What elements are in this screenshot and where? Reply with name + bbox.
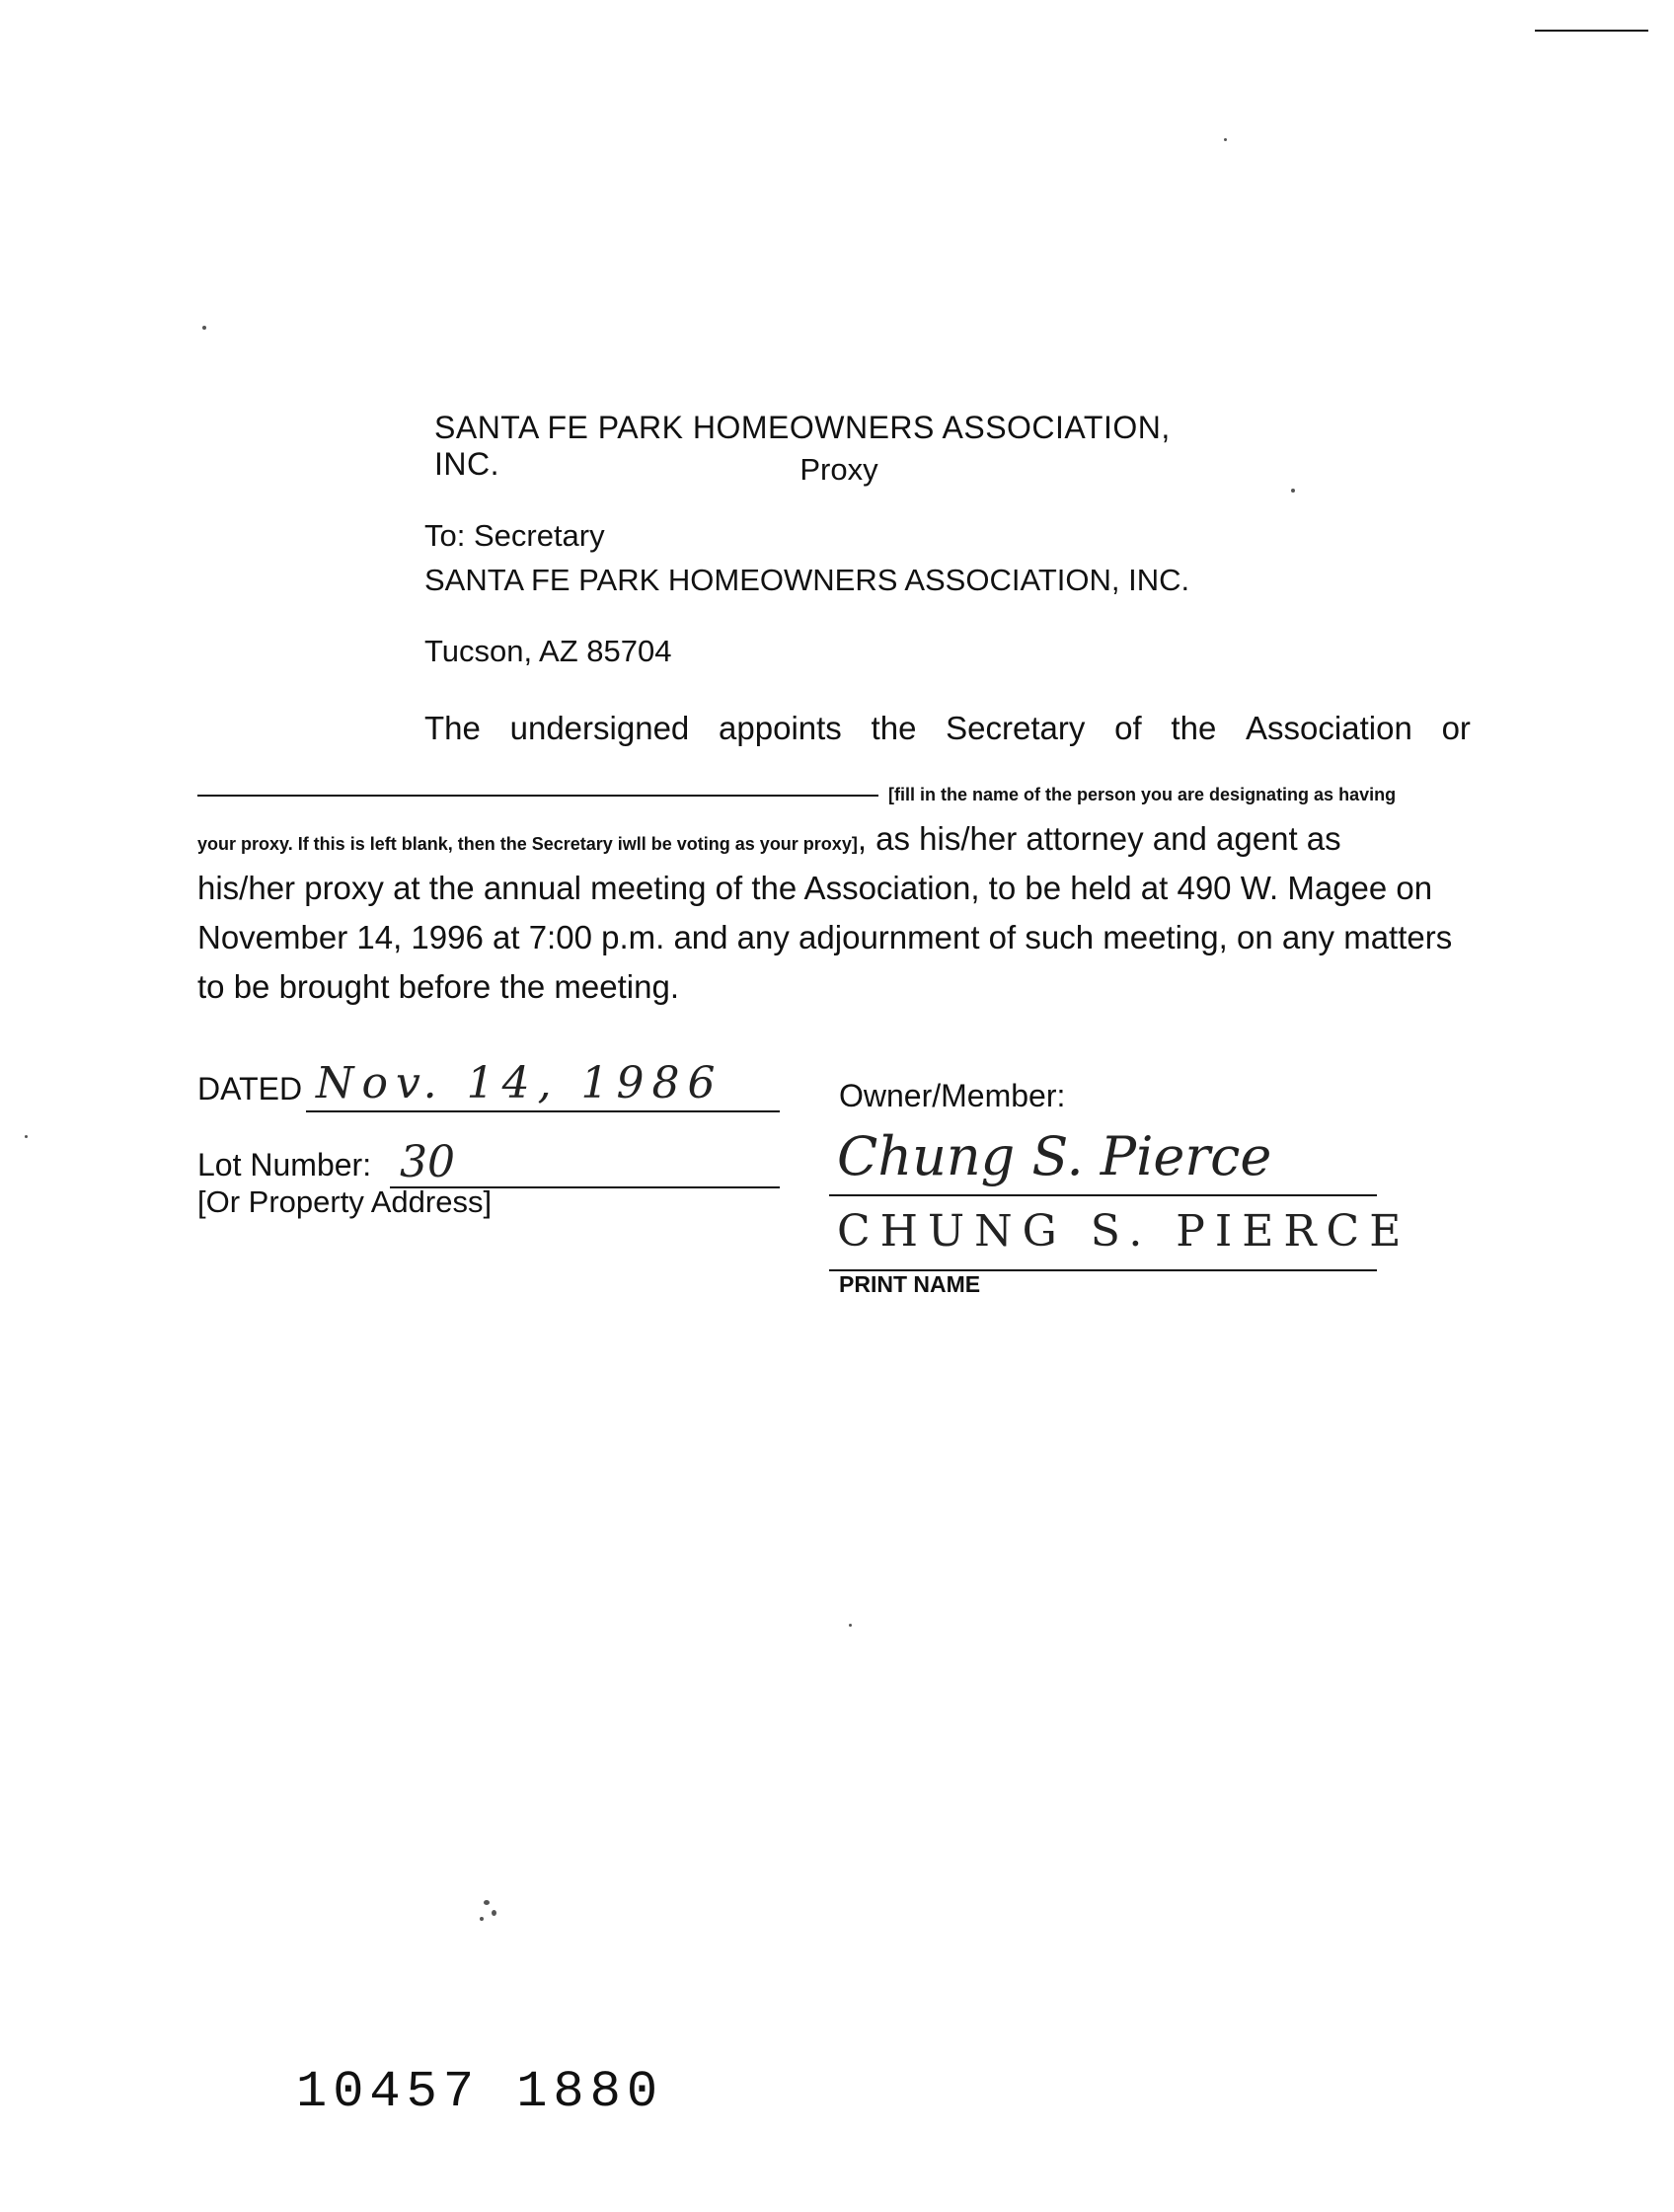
paragraph-word: Secretary xyxy=(946,710,1086,746)
property-address-label: [Or Property Address] xyxy=(197,1184,493,1219)
print-name-label: PRINT NAME xyxy=(839,1271,981,1297)
lot-number-label: Lot Number: xyxy=(197,1147,372,1182)
scan-speck xyxy=(1224,138,1227,141)
fill-in-note-continued: your proxy. If this is left blank, then the Secretary iwll be voting as your proxy] xyxy=(197,834,858,854)
paragraph-line-6: to be brought before the meeting. xyxy=(197,968,680,1005)
owner-member-label: Owner/Member: xyxy=(839,1078,1066,1113)
paragraph-word: Association xyxy=(1246,710,1412,746)
paragraph-line-1 xyxy=(424,709,1471,748)
paragraph-word: appoints xyxy=(719,710,842,746)
scan-speck xyxy=(1291,489,1295,493)
addressee-line: To: Secretary xyxy=(424,518,605,553)
scan-speck xyxy=(25,1135,28,1138)
addressee-organization: SANTA FE PARK HOMEOWNERS ASSOCIATION, INC. xyxy=(424,563,1190,597)
paragraph-line-3 xyxy=(197,819,1471,864)
scan-speck xyxy=(484,1900,490,1905)
addressee-city: Tucson, AZ 85704 xyxy=(424,634,672,668)
signature-line xyxy=(829,1194,1377,1196)
paragraph-word: or xyxy=(1441,710,1471,746)
paragraph-text: , as his/her attorney and agent as xyxy=(857,820,1341,857)
scan-speck xyxy=(480,1917,484,1921)
proxy-name-blank[interactable] xyxy=(197,795,878,797)
fill-in-note: [fill in the name of the person you are designating as having xyxy=(888,785,1397,804)
scan-edge-mark xyxy=(1535,30,1648,32)
paragraph-word: of xyxy=(1114,710,1142,746)
document-subtitle: Proxy xyxy=(799,452,878,487)
dated-label: DATED xyxy=(197,1071,303,1106)
paragraph-line-2 xyxy=(888,772,1471,814)
lot-number-handwritten-value[interactable]: 30 xyxy=(400,1137,455,1187)
owner-printed-name[interactable]: CHUNG S. PIERCE xyxy=(837,1206,1411,1257)
paragraph-word: undersigned xyxy=(509,710,690,746)
paragraph-word: The xyxy=(424,710,481,746)
scan-speck xyxy=(849,1624,852,1627)
document-title: SANTA FE PARK HOMEOWNERS ASSOCIATION, INC. xyxy=(434,410,1171,482)
document-id-stamp: 10457 1880 xyxy=(296,2063,664,2121)
dated-handwritten-value[interactable]: Nov. 14, 1986 xyxy=(316,1058,723,1108)
owner-signature[interactable]: Chung S. Pierce xyxy=(837,1125,1272,1187)
scan-speck xyxy=(492,1910,496,1916)
paragraph-line-5: November 14, 1996 at 7:00 p.m. and any adjournment of such meeting, on any matters xyxy=(197,919,1453,955)
paragraph-word: the xyxy=(871,710,917,746)
dated-line xyxy=(306,1110,780,1112)
scan-speck xyxy=(202,326,206,330)
paragraph-word: the xyxy=(1171,710,1217,746)
paragraph-line-4: his/her proxy at the annual meeting of the Association, to be held at 490 W. Magee on xyxy=(197,870,1433,906)
